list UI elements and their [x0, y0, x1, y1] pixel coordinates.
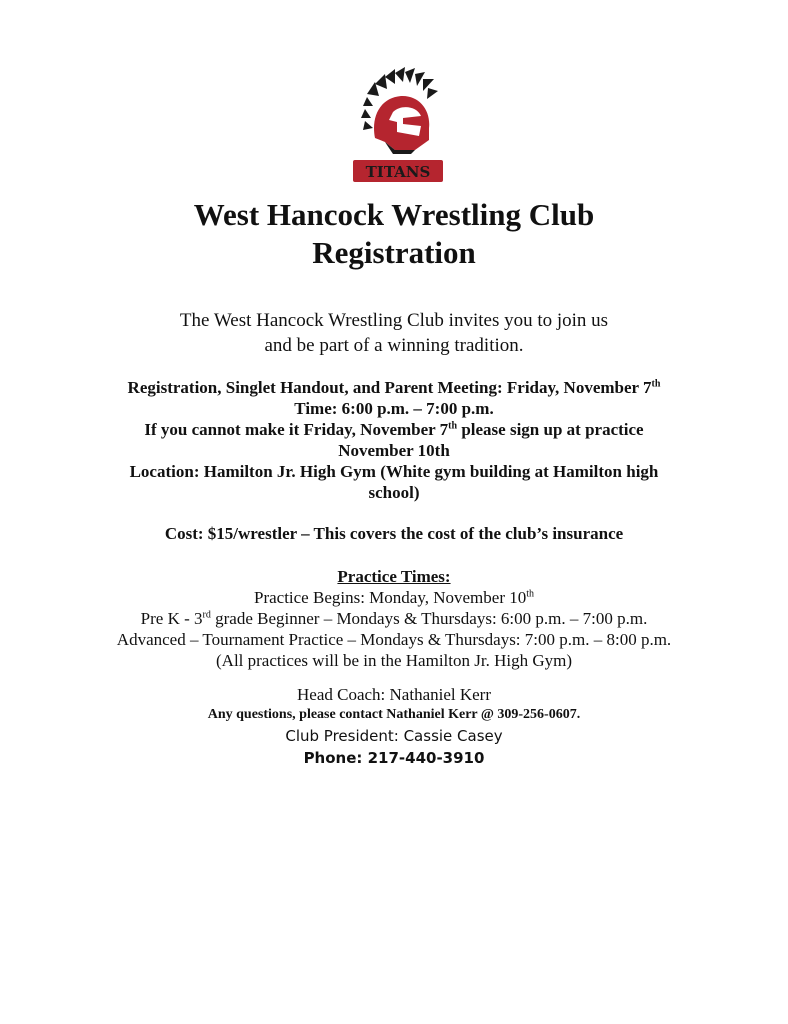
registration-block [0, 377, 788, 503]
registration-time: Time: 6:00 p.m. – 7:00 p.m. [294, 399, 494, 418]
intro-line-1: The West Hancock Wrestling Club invites you to join us [179, 310, 609, 331]
spartan-helmet-icon [345, 62, 451, 188]
location-line-1: Location: Hamilton Jr. High Gym (White gym building at Hamilton high [129, 462, 659, 481]
practice-block [0, 566, 788, 671]
alternate-signup-date: November 10th [338, 441, 450, 460]
cost-line: Cost: $15/wrestler – This covers the cost of the club’s insurance [164, 524, 624, 543]
page-subtitle: Registration [312, 235, 476, 270]
questions-contact: Any questions, please contact Nathaniel Kerr @ 309-256-0607. [207, 707, 581, 722]
advanced-practice: Advanced – Tournament Practice – Mondays & Thursdays: 7:00 p.m. – 8:00 p.m. [116, 630, 672, 649]
beginner-practice: Pre K - 3rd grade Beginner – Mondays & Thursdays: 6:00 p.m. – 7:00 p.m. [140, 609, 648, 628]
club-president: Club President: Cassie Casey [285, 727, 503, 745]
page-title: West Hancock Wrestling Club [193, 197, 595, 232]
practice-heading: Practice Times: [337, 567, 451, 586]
president-phone: Phone: 217-440-3910 [303, 749, 485, 767]
practice-begins: Practice Begins: Monday, November 10th [253, 588, 535, 607]
alternate-signup: If you cannot make it Friday, November 7th please sign up at practice [144, 420, 644, 439]
logo-text: TITANS [365, 163, 431, 181]
location-line-2: school) [368, 483, 420, 502]
practice-location-note: (All practices will be in the Hamilton Jr. High Gym) [216, 651, 572, 670]
titans-logo [345, 62, 451, 188]
registration-line: Registration, Singlet Handout, and Parent Meeting: Friday, November 7th [127, 378, 661, 397]
intro-line-2: and be part of a winning tradition. [264, 335, 524, 356]
head-coach: Head Coach: Nathaniel Kerr [297, 685, 491, 704]
contact-block [0, 684, 788, 769]
